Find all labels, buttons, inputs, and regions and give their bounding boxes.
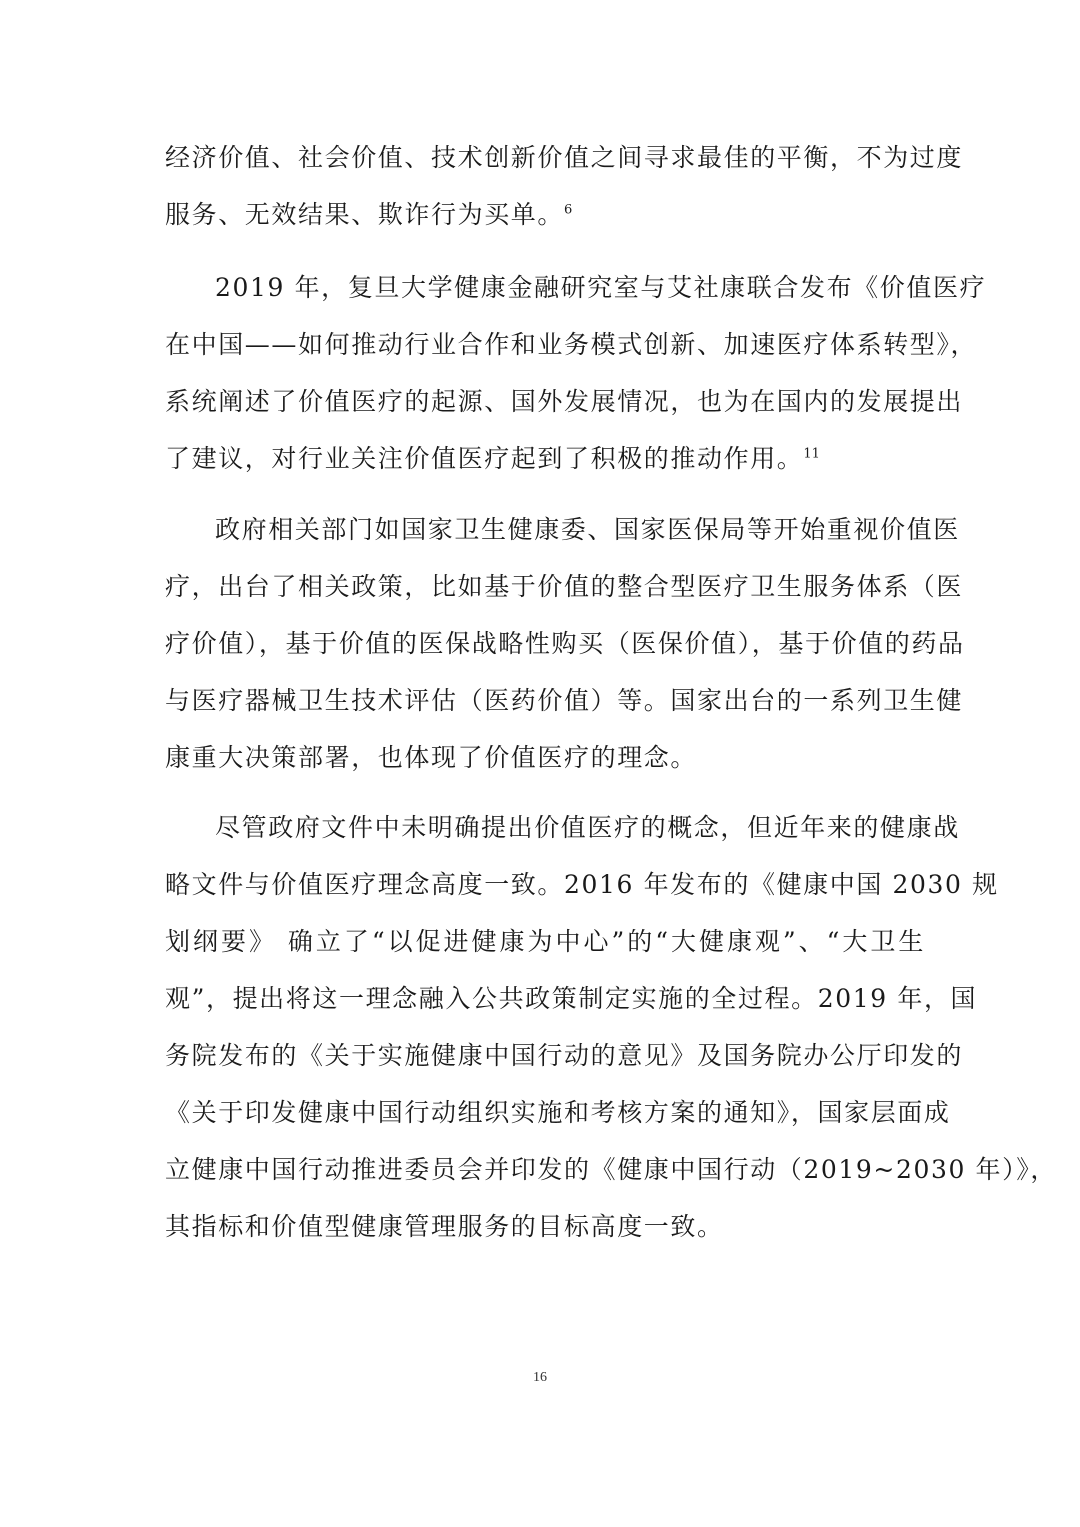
text-line: 划纲要》 确立了“以促进健康为中心”的“大健康观”、“大卫生 <box>165 927 925 956</box>
text-line: 《关于印发健康中国行动组织实施和考核方案的通知》，国家层面成 <box>165 1098 951 1127</box>
text-line: 了建议，对行业关注价值医疗起到了积极的推动作用。$^{11}$ <box>165 444 820 473</box>
text-line: 疗价值），基于价值的医保战略性购买（医保价值），基于价值的药品 <box>165 629 965 658</box>
text-line: 观”，提出将这一理念融入公共政策制定实施的全过程。2019 年，国 <box>165 984 978 1013</box>
footnote-ref: 11 <box>803 446 820 462</box>
text-line: 务院发布的《关于实施健康中国行动的意见》及国务院办公厅印发的 <box>165 1041 964 1070</box>
page-number: 16 <box>533 1370 547 1385</box>
text-line: 尽管政府文件中未明确提出价值医疗的概念，但近年来的健康战 <box>215 813 960 842</box>
text-line: 其指标和价值型健康管理服务的目标高度一致。 <box>165 1212 724 1241</box>
text-line: 服务、无效结果、欺诈行为买单。$^6$ <box>165 200 573 229</box>
text-line: 经济价值、社会价值、技术创新价值之间寻求最佳的平衡，不为过度 <box>165 143 964 172</box>
text-line: 系统阐述了价值医疗的起源、国外发展情况，也为在国内的发展提出 <box>165 387 964 416</box>
text-line: 疗，出台了相关政策，比如基于价值的整合型医疗卫生服务体系（医 <box>165 572 964 601</box>
footnote-ref: 6 <box>564 202 573 218</box>
text-line: 2019 年，复旦大学健康金融研究室与艾社康联合发布《价值医疗 <box>215 273 987 302</box>
text-line: 略文件与价值医疗理念高度一致。2016 年发布的《健康中国 2030 规 <box>165 870 999 899</box>
text-line: 政府相关部门如国家卫生健康委、国家医保局等开始重视价值医 <box>215 515 960 544</box>
text-line: 康重大决策部署，也体现了价值医疗的理念。 <box>165 743 698 772</box>
text-line: 立健康中国行动推进委员会并印发的《健康中国行动（2019~2030 年）》， <box>165 1155 1057 1184</box>
text-line: 与医疗器械卫生技术评估（医药价值）等。国家出台的一系列卫生健 <box>165 686 964 715</box>
text-line: 在中国——如何推动行业合作和业务模式创新、加速医疗体系转型》， <box>165 330 978 359</box>
